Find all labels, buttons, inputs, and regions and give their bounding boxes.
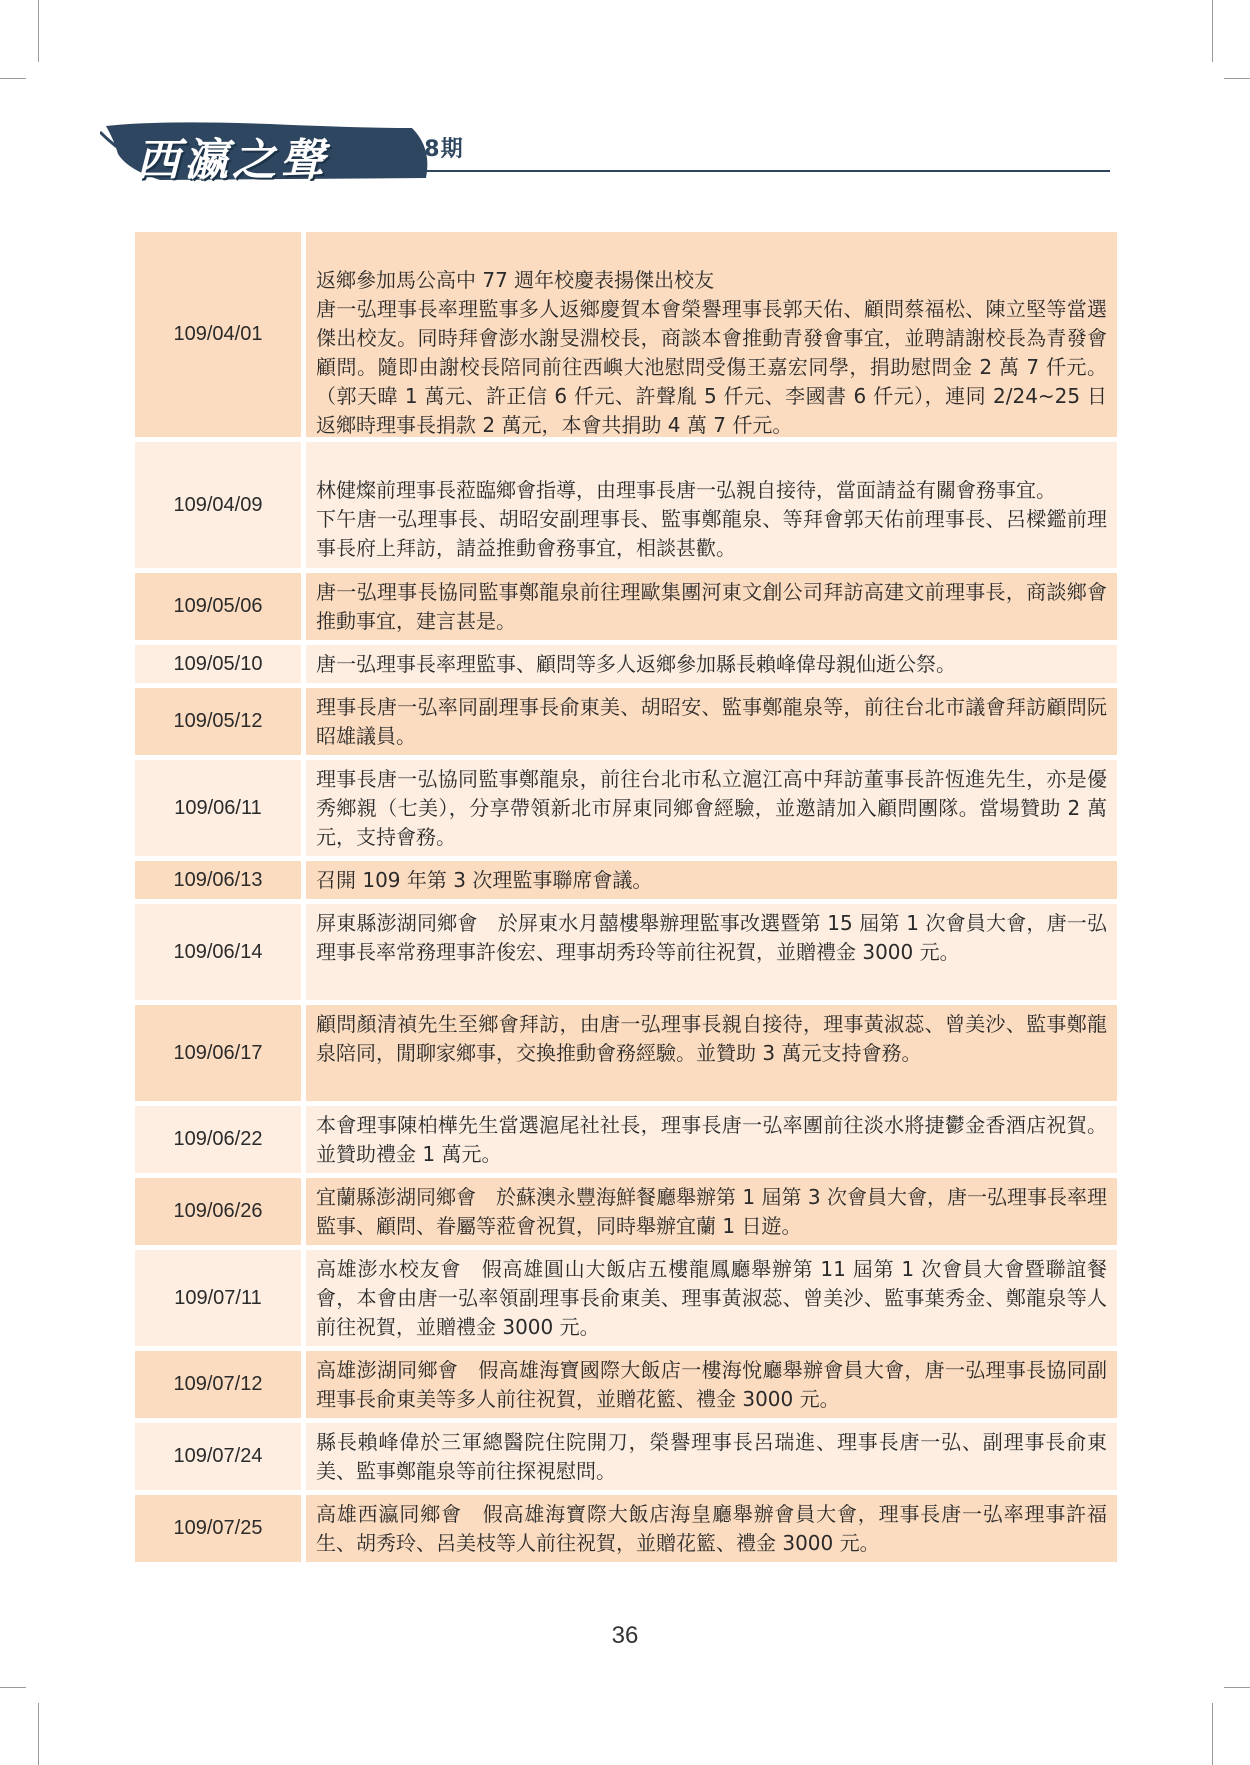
- date-cell: 109/05/12: [135, 688, 301, 755]
- crop-mark: [38, 0, 39, 62]
- description-cell: 縣長賴峰偉於三軍總醫院住院開刀，榮譽理事長呂瑞進、理事長唐一弘、副理事長俞東美、監事鄭龍泉等前往探視慰問。: [306, 1423, 1117, 1490]
- table-row: [135, 645, 1117, 683]
- date-cell: 109/04/01: [135, 232, 301, 437]
- date-cell: 109/06/22: [135, 1106, 301, 1173]
- description-cell: 召開 109 年第 3 次理監事聯席會議。: [306, 861, 1117, 899]
- table-row: [135, 760, 1117, 856]
- table-row: [135, 688, 1117, 755]
- crop-mark: [0, 1687, 26, 1688]
- date-cell: 109/06/26: [135, 1178, 301, 1245]
- date-cell: 109/06/13: [135, 861, 301, 899]
- date-cell: 109/07/25: [135, 1495, 301, 1562]
- date-cell: 109/06/14: [135, 904, 301, 1000]
- table-row: [135, 904, 1117, 1000]
- date-cell: 109/07/24: [135, 1423, 301, 1490]
- table-row: [135, 1250, 1117, 1346]
- date-cell: 109/04/09: [135, 442, 301, 568]
- crop-mark: [1224, 78, 1250, 79]
- issue-label: 年刊48期: [362, 137, 464, 162]
- date-cell: 109/05/06: [135, 573, 301, 640]
- page-number: 36: [611, 1622, 639, 1649]
- description-cell: 高雄西瀛同鄉會 假高雄海寶際大飯店海皇廳舉辦會員大會，理事長唐一弘率理事許福生、胡秀玲、呂美枝等人前往祝賀，並贈花籃、禮金 3000 元。: [306, 1495, 1117, 1562]
- header-rule: [352, 170, 1110, 172]
- table-row: [135, 1106, 1117, 1173]
- crop-mark: [0, 78, 26, 79]
- description-cell: 高雄澎水校友會 假高雄圓山大飯店五樓龍鳳廳舉辦第 11 屆第 1 次會員大會暨聯誼餐會，本會由唐一弘率領副理事長俞東美、理事黃淑蕊、曾美沙、監事葉秀金、鄭龍泉等人前往祝賀，並贈禮金 3000 元。: [306, 1250, 1117, 1346]
- description-cell: 理事長唐一弘率同副理事長俞東美、胡昭安、監事鄭龍泉等，前往台北市議會拜訪顧問阮昭雄議員。: [306, 688, 1117, 755]
- table-row: [135, 1178, 1117, 1245]
- description-cell: 顧問顏清禎先生至鄉會拜訪，由唐一弘理事長親自接待，理事黃淑蕊、曾美沙、監事鄭龍泉陪同，閒聊家鄉事，交換推動會務經驗。並贊助 3 萬元支持會務。: [306, 1005, 1117, 1101]
- table-row: [135, 573, 1117, 640]
- description-cell: 屏東縣澎湖同鄉會 於屏東水月囍樓舉辦理監事改選暨第 15 屆第 1 次會員大會，唐一弘理事長率常務理事許俊宏、理事胡秀玲等前往祝賀，並贈禮金 3000 元。: [306, 904, 1117, 1000]
- table-row: [135, 1423, 1117, 1490]
- page-header: [90, 108, 1120, 186]
- date-cell: 109/07/11: [135, 1250, 301, 1346]
- table-row: [135, 1351, 1117, 1418]
- crop-mark: [38, 1703, 39, 1765]
- logo-text: 西瀛之聲: [136, 135, 328, 186]
- description-cell: 宜蘭縣澎湖同鄉會 於蘇澳永豐海鮮餐廳舉辦第 1 屆第 3 次會員大會，唐一弘理事長率理監事、顧問、眷屬等蒞會祝賀，同時舉辦宜蘭 1 日遊。: [306, 1178, 1117, 1245]
- date-cell: 109/07/12: [135, 1351, 301, 1418]
- table-row: [135, 232, 1117, 437]
- date-cell: 109/06/11: [135, 760, 301, 856]
- description-cell: [306, 232, 1117, 437]
- description-line: 返鄉參加馬公高中 77 週年校慶表揚傑出校友 唐一弘理事長率理監事多人返鄉慶賀本會榮譽理事長郭天佑、顧問蔡福松、陳立堅等當選傑出校友。同時拜會澎水謝旻淵校長，商談本會推動青發會事宜，並聘請謝校長為青發會顧問。隨即由謝校長陪同前往西嶼大池慰問受傷王嘉宏同學，捐助慰問金 2 萬 7 仟元。（郭天暐 1 萬元、許正信 6 仟元、許聲胤 5 仟元、李國書 6 仟元），連同 2/24~25 日返鄉時理事長捐款 2 萬元，本會共捐助 4 萬 7 仟元。: [316, 268, 1107, 437]
- description-cell: [306, 442, 1117, 568]
- crop-mark: [1212, 0, 1213, 62]
- events-table: [135, 232, 1117, 1567]
- table-row: [135, 861, 1117, 899]
- description-cell: 高雄澎湖同鄉會 假高雄海寶國際大飯店一樓海悅廳舉辦會員大會，唐一弘理事長協同副理事長俞東美等多人前往祝賀，並贈花籃、禮金 3000 元。: [306, 1351, 1117, 1418]
- date-cell: 109/05/10: [135, 645, 301, 683]
- description-line: 林健燦前理事長蒞臨鄉會指導，由理事長唐一弘親自接待，當面請益有關會務事宜。 下午唐一弘理事長、胡昭安副理事長、監事鄭龍泉、等拜會郭天佑前理事長、呂樑鑑前理事長府上拜訪，請益推動會務事宜，相談甚歡。: [316, 478, 1107, 560]
- description-cell: 唐一弘理事長協同監事鄭龍泉前往理歐集團河東文創公司拜訪高建文前理事長，商談鄉會推動事宜，建言甚是。: [306, 573, 1117, 640]
- crop-mark: [1224, 1687, 1250, 1688]
- table-row: [135, 442, 1117, 568]
- description-cell: 理事長唐一弘協同監事鄭龍泉，前往台北市私立滬江高中拜訪董事長許恆進先生，亦是優秀鄉親（七美），分享帶領新北市屏東同鄉會經驗，並邀請加入顧問團隊。當場贊助 2 萬元，支持會務。: [306, 760, 1117, 856]
- description-cell: 本會理事陳柏樺先生當選滬尾社社長，理事長唐一弘率團前往淡水將捷鬱金香酒店祝賀。並贊助禮金 1 萬元。: [306, 1106, 1117, 1173]
- crop-mark: [1212, 1703, 1213, 1765]
- date-cell: 109/06/17: [135, 1005, 301, 1101]
- description-cell: 唐一弘理事長率理監事、顧問等多人返鄉參加縣長賴峰偉母親仙逝公祭。: [306, 645, 1117, 683]
- table-row: [135, 1005, 1117, 1101]
- table-row: [135, 1495, 1117, 1562]
